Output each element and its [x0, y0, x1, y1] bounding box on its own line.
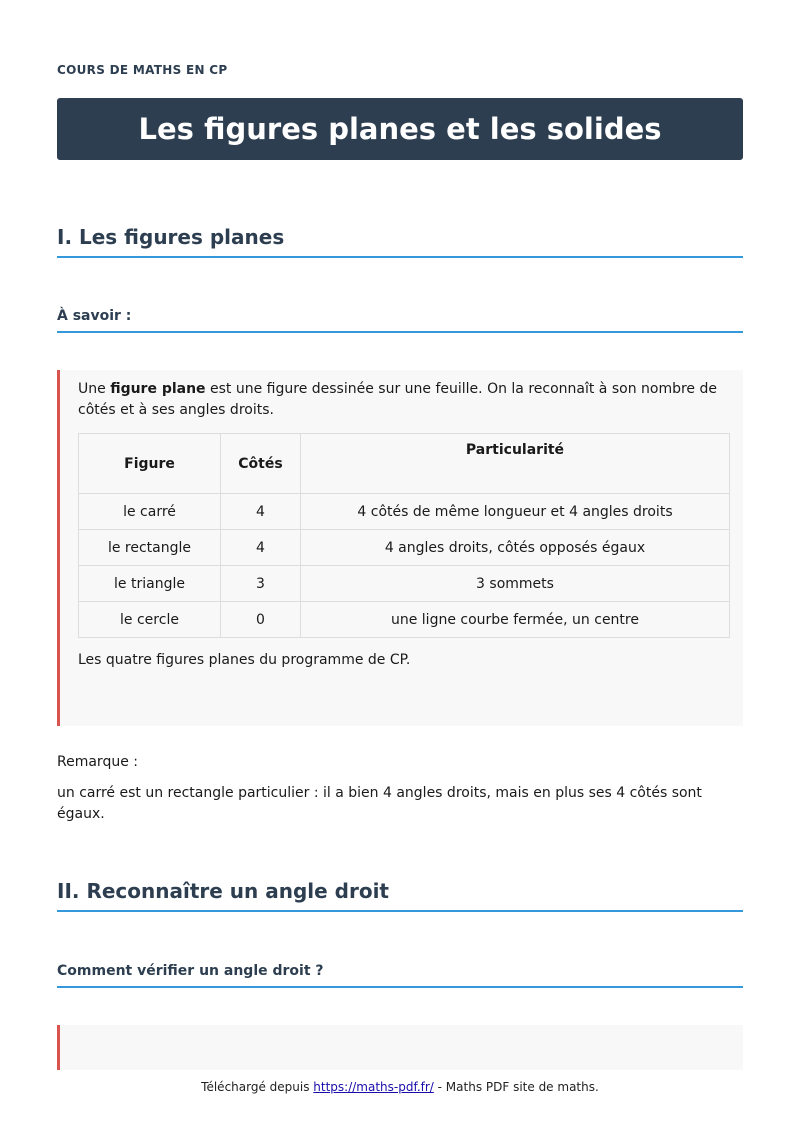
footer-prefix: Téléchargé depuis: [201, 1080, 314, 1094]
table-header-row: [79, 434, 730, 494]
column-header-cotes: Côtés: [221, 434, 301, 494]
table-cell: 0: [221, 602, 301, 638]
table-row: [79, 602, 730, 638]
title-banner: [57, 98, 743, 160]
course-kicker: COURS DE MATHS EN CP: [57, 63, 228, 77]
section1-heading: I. Les figures planes: [57, 225, 743, 258]
table-cell: 4: [221, 530, 301, 566]
column-header-figure: Figure: [79, 434, 221, 494]
table-cell: le carré: [79, 494, 221, 530]
definition-term: figure plane: [110, 381, 206, 397]
section2-subheading: Comment vérifier un angle droit ?: [57, 963, 743, 988]
table-caption: Les quatre figures planes du programme de CP.: [78, 652, 411, 668]
section1-subheading: À savoir :: [57, 308, 743, 333]
footer-link[interactable]: https://maths-pdf.fr/: [313, 1080, 434, 1094]
remark-label: Remarque :: [57, 754, 138, 770]
definition-text-end: est une figure dessinée sur une feuille. On la reconnaît à son nombre de côtés et à ses angles droits.: [78, 381, 717, 418]
table-cell: 4 angles droits, côtés opposés égaux: [301, 530, 730, 566]
footer-suffix: - Maths PDF site de maths.: [433, 1080, 599, 1094]
section2-heading: II. Reconnaître un angle droit: [57, 879, 743, 912]
page-title: Les figures planes et les solides: [138, 112, 662, 146]
remark-text: un carré est un rectangle particulier : il a bien 4 angles droits, mais en plus ses 4 côtés sont égaux.: [57, 785, 702, 822]
table-row: [79, 566, 730, 602]
definition-text: [78, 379, 728, 421]
definition-text-start: Une: [78, 381, 111, 397]
table-cell: une ligne courbe fermée, un centre: [301, 602, 730, 638]
table-row: [79, 494, 730, 530]
column-header-particularite: Particularité: [301, 434, 730, 494]
table-cell: le triangle: [79, 566, 221, 602]
definition-box: [57, 370, 743, 726]
table-row: [79, 530, 730, 566]
table-cell: 4 côtés de même longueur et 4 angles droits: [301, 494, 730, 530]
table-cell: le rectangle: [79, 530, 221, 566]
table-cell: 3: [221, 566, 301, 602]
figures-table: [78, 433, 730, 638]
method-box: [57, 1025, 743, 1070]
table-cell: 3 sommets: [301, 566, 730, 602]
table-cell: 4: [221, 494, 301, 530]
page-footer: [0, 1080, 800, 1094]
table-cell: le cercle: [79, 602, 221, 638]
